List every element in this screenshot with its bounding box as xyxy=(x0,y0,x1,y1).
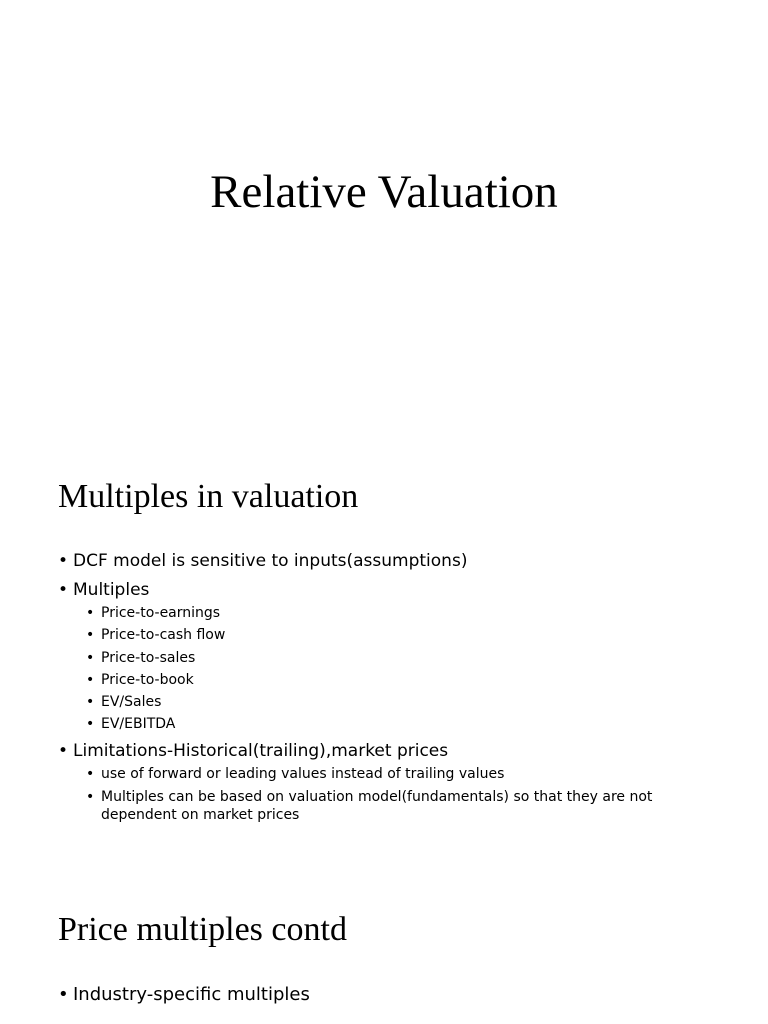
sub-bullet-text: EV/Sales xyxy=(101,694,162,711)
bullet-icon: • xyxy=(58,741,69,762)
bullet-icon: • xyxy=(58,551,69,571)
bullet-icon: • xyxy=(86,766,95,783)
bullet-icon: • xyxy=(86,694,95,711)
sub-bullet-text: Price-to-sales xyxy=(101,649,196,666)
slide-heading-multiples: Multiples in valuation xyxy=(58,478,359,515)
bullet-item xyxy=(58,579,698,733)
sub-bullet-item xyxy=(86,693,698,711)
bullet-text: Industry-specific multiples xyxy=(73,984,310,1005)
bullet-item xyxy=(58,550,698,572)
bullet-item xyxy=(58,740,698,823)
sub-bullet-item xyxy=(86,604,698,622)
bullet-icon: • xyxy=(86,716,95,733)
bullet-text: Limitations-Historical(trailing),market prices xyxy=(73,741,449,762)
sub-bullet-list-limitations xyxy=(73,765,698,823)
sub-bullet-item xyxy=(86,788,698,824)
bullet-item xyxy=(58,984,698,1006)
sub-bullet-text: Price-to-earnings xyxy=(101,605,221,621)
slide-heading-price-multiples: Price multiples contd xyxy=(58,911,347,948)
sub-bullet-item xyxy=(86,671,698,689)
sub-bullet-text: Price-to-book xyxy=(101,671,194,688)
bullet-icon: • xyxy=(86,649,95,666)
sub-bullet-item xyxy=(86,626,698,644)
bullet-icon: • xyxy=(86,788,95,805)
sub-bullet-item xyxy=(86,765,698,783)
bullet-icon: • xyxy=(86,605,95,621)
bullet-list-price-multiples xyxy=(58,984,698,1006)
bullet-list-multiples xyxy=(58,550,698,828)
bullet-icon: • xyxy=(86,627,95,644)
sub-bullet-item xyxy=(86,649,698,667)
sub-bullet-text: use of forward or leading values instead of trailing values xyxy=(101,766,505,783)
bullet-icon: • xyxy=(86,671,95,688)
sub-bullet-text: Multiples can be based on valuation model(fundamentals) so that they are not dependent on market prices xyxy=(101,788,653,823)
bullet-icon: • xyxy=(58,984,69,1005)
slide-title: Relative Valuation xyxy=(210,166,558,218)
bullet-icon: • xyxy=(58,580,69,600)
sub-bullet-item xyxy=(86,715,698,733)
sub-bullet-list-multiples xyxy=(73,604,698,733)
sub-bullet-text: Price-to-cash flow xyxy=(101,627,226,644)
bullet-text: DCF model is sensitive to inputs(assumptions) xyxy=(73,551,468,571)
sub-bullet-text: EV/EBITDA xyxy=(101,716,176,733)
bullet-text: Multiples xyxy=(73,580,150,600)
